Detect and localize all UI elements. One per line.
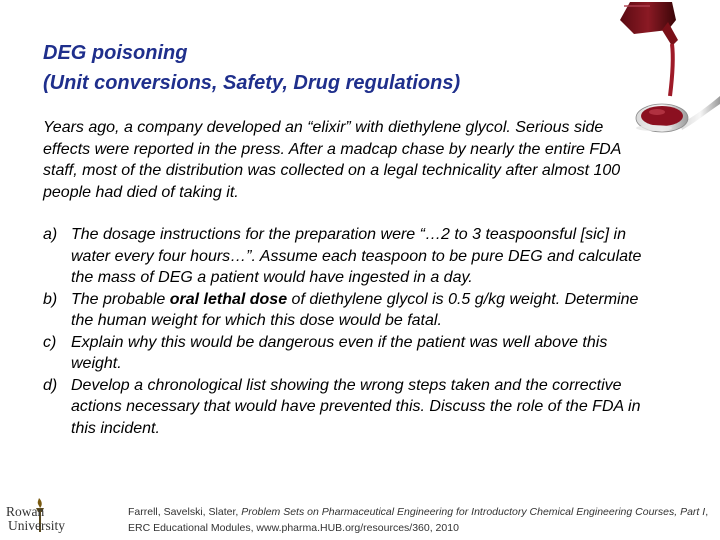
title-line-2: (Unit conversions, Safety, Drug regulations): [43, 72, 461, 94]
question-text: The dosage instructions for the preparation were “…2 to 3 teaspoonsful [sic] in water every four hours…”. Assume each teaspoon to be pure DEG and calculate the mass of DEG a patient would have ingested in a day.: [71, 226, 642, 286]
question-a: [43, 224, 653, 289]
question-marker: c): [43, 333, 57, 351]
question-text: Explain why this would be dangerous even if the patient was well above this weight.: [71, 333, 608, 372]
rowan-university-logo: [6, 496, 76, 536]
question-c: [43, 332, 653, 375]
question-b: [43, 289, 653, 332]
citation: [128, 504, 713, 536]
question-marker: d): [43, 376, 58, 394]
question-list: [43, 224, 653, 439]
logo-line-1: Rowan: [6, 504, 45, 519]
question-d: [43, 375, 653, 440]
question-marker: b): [43, 290, 58, 308]
citation-authors: Farrell, Savelski, Slater,: [128, 506, 242, 518]
citation-source: , ERC Educational Modules, www.pharma.HUB.org/resources/360, 2010: [128, 506, 709, 534]
question-marker: a): [43, 226, 58, 243]
question-text-post: of diethylene glycol is 0.5 g/kg weight. Determine the human weight for which this dose would be fatal.: [71, 290, 639, 329]
slide-title: [43, 38, 603, 98]
question-text: Develop a chronological list showing the wrong steps taken and the corrective actions necessary that would have prevented this. Discuss the role of the FDA in this incident.: [71, 376, 641, 437]
citation-title: Problem Sets on Pharmaceutical Engineering for Introductory Chemical Engineering Courses, Part I: [241, 506, 706, 518]
intro-paragraph: Years ago, a company developed an “elixir” with diethylene glycol. Serious side effects were reported in the press. After a madcap chase by nearly the entire FDA staff, most of the distribution was collected on a legal technicality after almost 100 people had died of taking it.: [43, 119, 621, 201]
logo-line-2: University: [8, 518, 65, 533]
oral-lethal-dose-term: oral lethal dose: [169, 290, 288, 308]
title-line-1: DEG poisoning: [43, 42, 188, 64]
question-text-pre: The probable: [71, 290, 170, 308]
